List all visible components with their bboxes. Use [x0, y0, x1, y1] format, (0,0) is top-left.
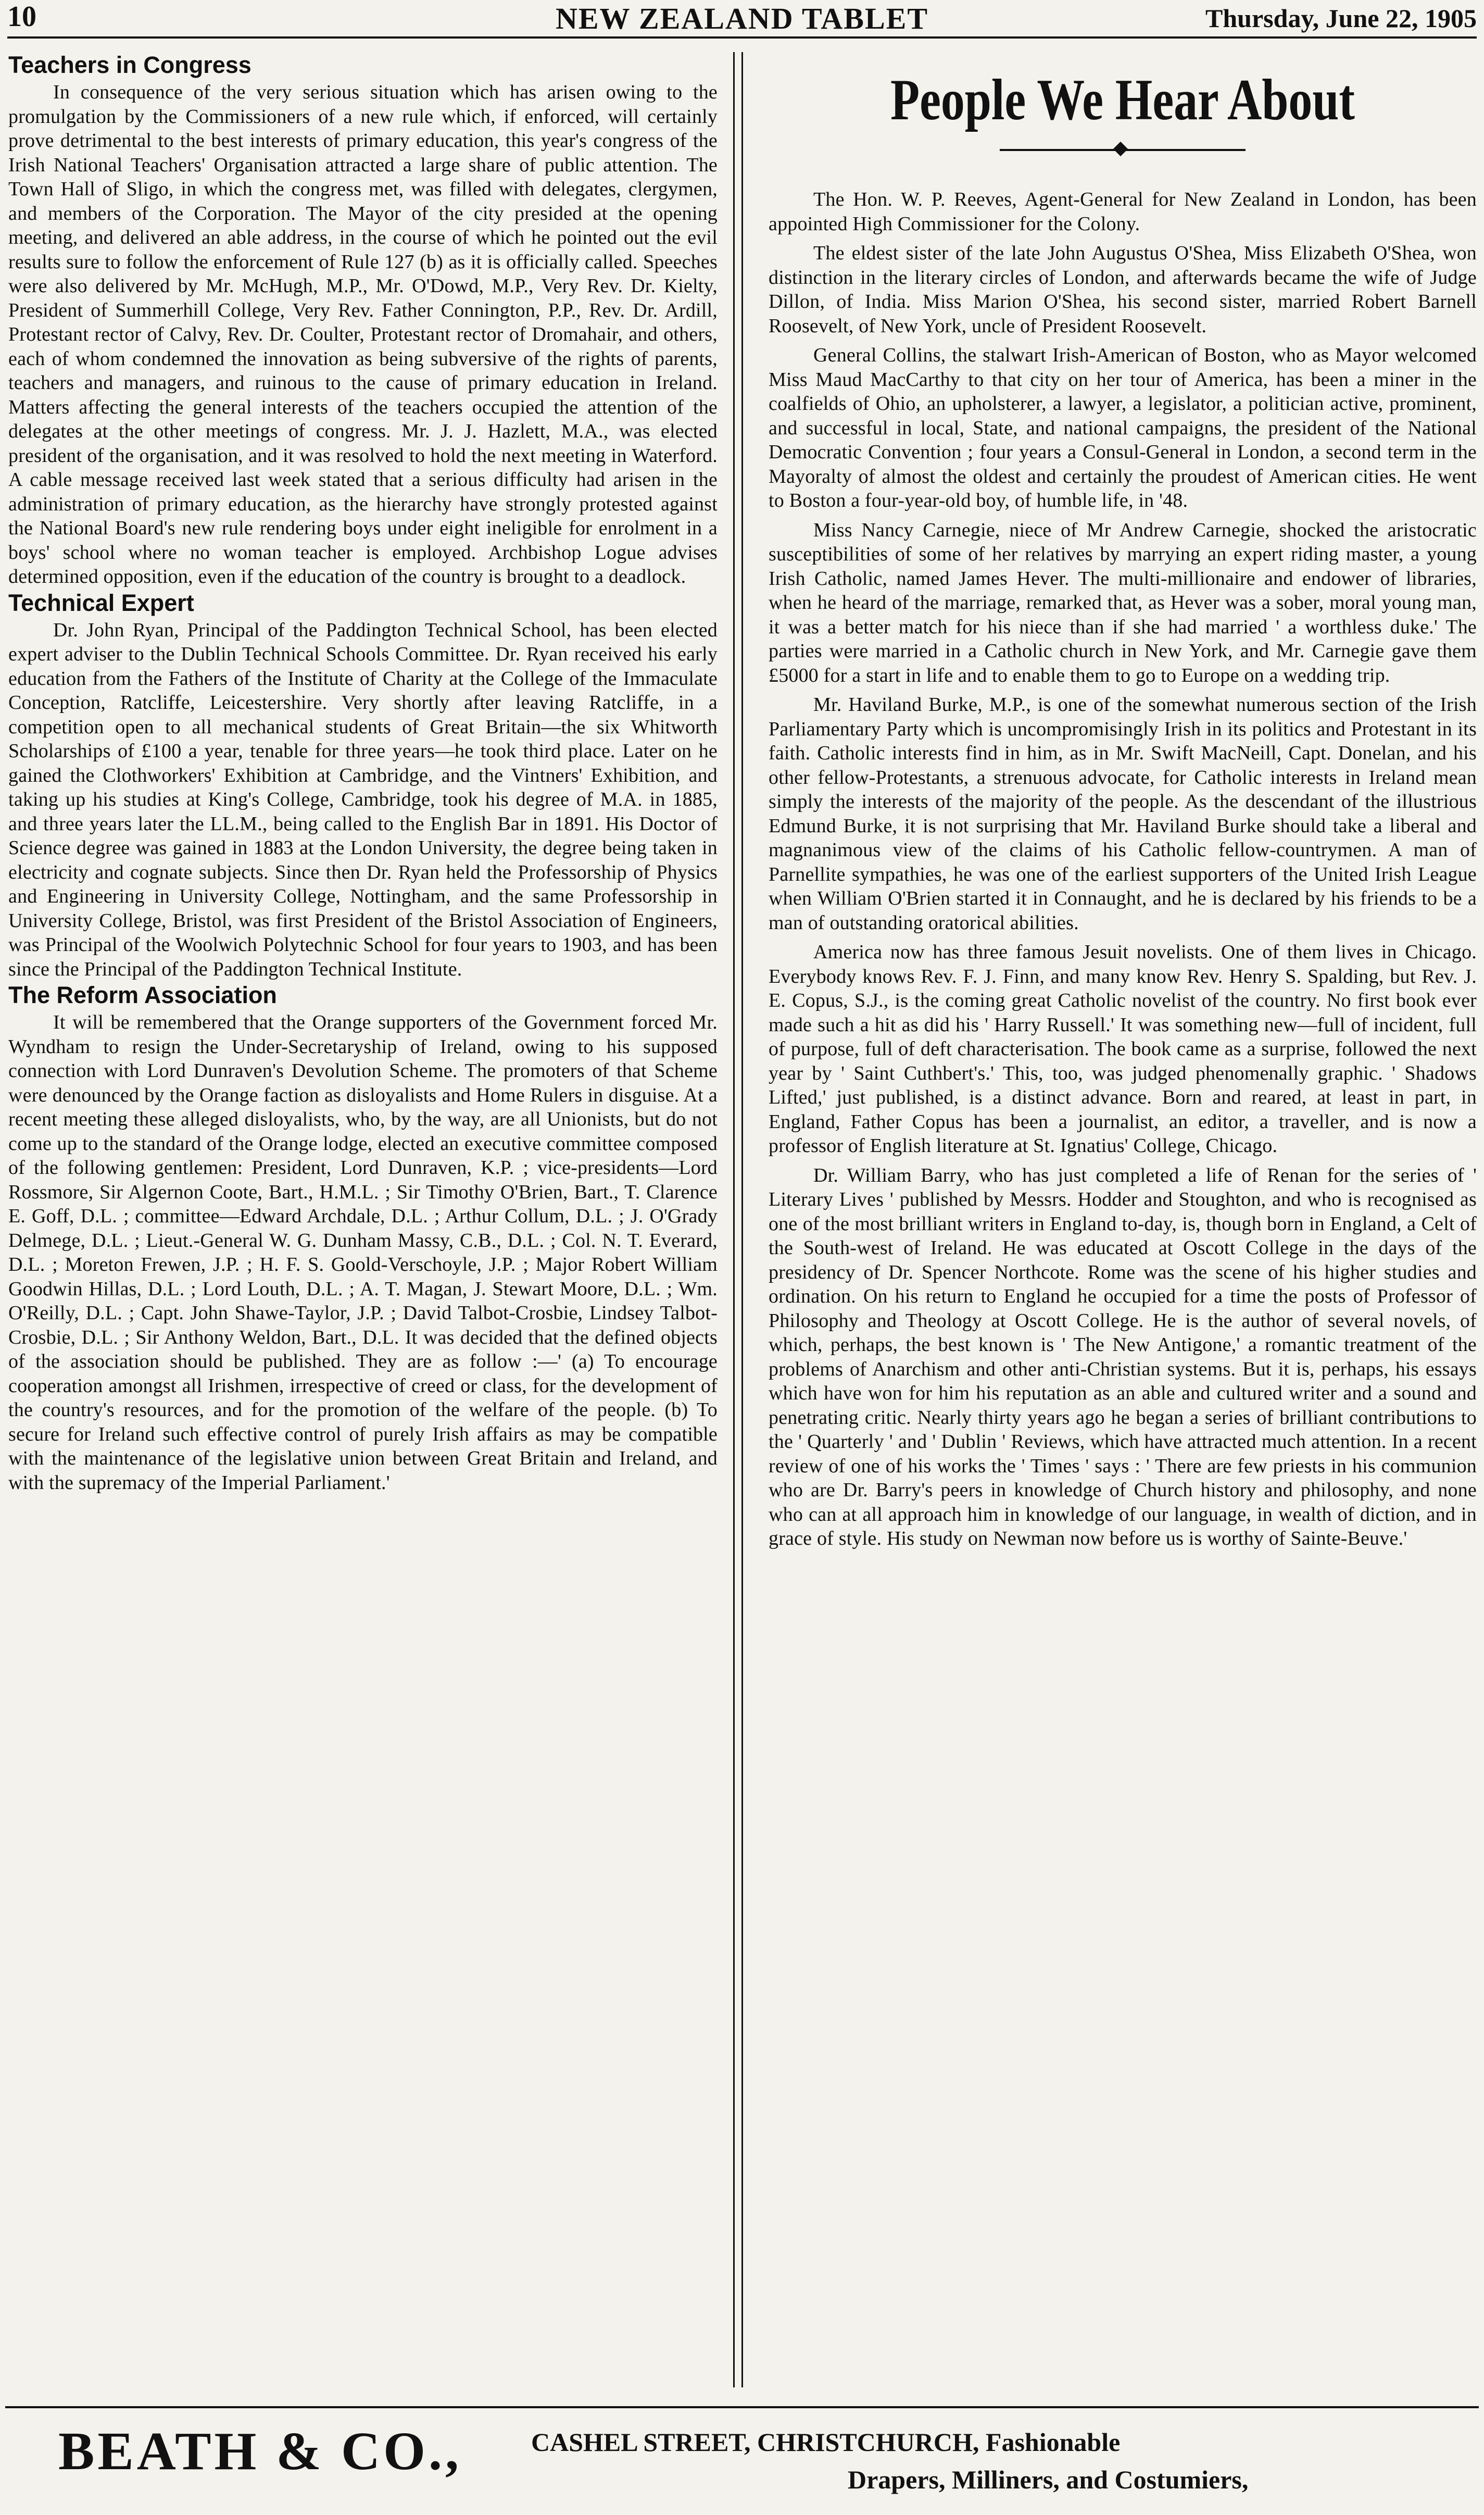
page-header [7, 0, 1477, 39]
right-column [769, 51, 1477, 2387]
footer-rule [5, 2406, 1479, 2408]
column-divider-left [733, 52, 735, 2387]
technical-paragraph: Dr. John Ryan, Principal of the Paddington Technical School, has been elected expert adviser to the Dublin Technical Schools Committee. Dr. Ryan received his early education from the Fathers of the Institute of Charity at the College of the Immaculate Conception, Ratcliffe, Leicestershire. Very shortly after leaving Ratcliffe, in a competition open to all mechanical students of Great Britain—the six Whitworth Scholarships of £100 a year, tenable for three years—he took third place. Later on he gained the Clothworkers' Exhibition at Cambridge, and the Vintners' Exhibition, and taking up his studies at King's College, Cambridge, took his degree of M.A. in 1885, and three years later the LL.M., being called to the English Bar in 1891. His Doctor of Science degree was gained in 1883 at the London University, the degree being taken in electricity and cognate subjects. Since then Dr. Ryan held the Professorship of Physics and Engineering in University College, Nottingham, and the same Professorship in University College, Bristol, was first President of the Bristol Association of Engineers, was Principal of the Woolwich Polytechnic School for four years to 1903, and has been since the Principal of the Paddington Technical Institute. [8, 619, 718, 980]
teachers-paragraph: In consequence of the very serious situation which has arisen owing to the promulgation by the Commissioners of a new rule which, if enforced, will certainly prove detrimental to the best interests of primary education, this year's congress of the Irish National Teachers' Organisation attracted a large share of public attention. The Town Hall of Sligo, in which the congress met, was filled with delegates, clergymen, and members of the Corporation. The Mayor of the city presided at the opening meeting, and delivered an able address, in the course of which he pointed out the evil results sure to follow the enforcement of Rule 127 (b) as it is officially called. Speeches were also delivered by Mr. McHugh, M.P., Mr. O'Dowd, M.P., Very Rev. Dr. Kielty, President of Summerhill College, Very Rev. Father Connington, P.P., Rev. Dr. Ardill, Protestant rector of Calvy, Rev. Dr. Coulter, Protestant rector of Dromahair, and others, each of whom condemned the innovation as being subversive of the rights of parents, teachers and managers, and ruinous to the cause of primary education in Ireland. Matters affecting the general interests of the teachers occupied the attention of the delegates at the other meetings of congress. Mr. J. J. Hazlett, M.A., was elected president of the organisation, and it was resolved to hold the next meeting in Waterford. A cable message received last week stated that a serious difficulty had arisen in the administration of primary education, as the hierarchy have strongly protested against the National Board's new rule rendering boys under eight ineligible for enrolment in a boys' school where no woman teacher is employed. Archbishop Logue advises determined opposition, even if the education of the country is brought to a deadlock. [8, 81, 718, 587]
advert-address: CASHEL STREET, CHRISTCHURCH, Fashionable [531, 2428, 1121, 2457]
left-column [8, 51, 718, 2387]
reform-heading: The Reform Association [8, 982, 277, 1008]
column-divider-right [741, 52, 743, 2387]
issue-date: Thursday, June 22, 1905 [1205, 4, 1477, 33]
advert-trades: Drapers, Milliners, and Costumiers, [848, 2465, 1249, 2494]
people-paragraph: Mr. Haviland Burke, M.P., is one of the somewhat numerous section of the Irish Parliamentary Party which is uncompromisingly Irish in its politics and Protestant in its faith. Catholic interests find in him, as in Mr. Swift MacNeill, Capt. Donelan, and his other fellow-Protestants, a strenuous advocate, for Catholic interests in Ireland mean simply the interests of the majority of the people. As the descendant of the illustrious Edmund Burke, it is not surprising that Mr. Haviland Burke should take a liberal and magnanimous view of the claims of his Catholic fellow-countrymen. A man of Parnellite sympathies, he was one of the earliest supporters of the United Irish League when William O'Brien started it in Connaught, and he is declared by his friends to be a man of outstanding oratorical abilities. [769, 694, 1477, 934]
diamond-icon [1113, 142, 1128, 156]
title-ornament [769, 136, 1477, 162]
people-paragraph: Dr. William Barry, who has just completed a life of Renan for the series of ' Literary Lives ' published by Messrs. Hodder and Stoughton, and who is recognised as one of the most brilliant writers in England to-day, is, though born in England, a Celt of the South-west of Ireland. He was educated at Oscott College in the days of the presidency of Dr. Spencer Northcote. Rome was the scene of his higher studies and ordination. On his return to England he occupied for a time the posts of Professor of Philosophy and Theology at Oscott College. He is the author of several novels, of which, perhaps, the best known is ' The New Antigone,' a romantic treatment of the problems of Anarchism and other anti-Christian systems. But it is, perhaps, his essays which have won for him his reputation as an able and cultured writer and a sound and penetrating critic. Nearly thirty years ago he began a series of brilliant contributions to the ' Quarterly ' and ' Dublin ' Reviews, which have attracted much attention. In a recent review of one of his works the ' Times ' says : ' There are few priests in his communion who are Dr. Barry's peers in knowledge of Church history and philosophy, and none who can at all approach him in knowledge of our language, in wealth of diction, and in grace of style. His study on Newman now before us is worthy of Sainte-Beuve.' [769, 1164, 1477, 1549]
feature-title: People We Hear About [890, 68, 1355, 132]
people-paragraph: The Hon. W. P. Reeves, Agent-General for New Zealand in London, has been appointed High Commissioner for the Colony. [769, 189, 1477, 235]
masthead: NEW ZEALAND TABLET [555, 2, 929, 35]
technical-heading: Technical Expert [8, 589, 194, 616]
advert-business-name: BEATH & CO., [58, 2421, 462, 2481]
reform-paragraph: It will be remembered that the Orange supporters of the Government forced Mr. Wyndham to resign the Under-Secretaryship of Ireland, owing to his supposed connection with Lord Dunraven's Devolution Scheme. The promoters of that Scheme were denounced by the Orange faction as disloyalists and Home Rulers in disguise. At a recent meeting these alleged disloyalists, who, by the way, are all Unionists, but do not come up to the standard of the Orange lodge, elected an executive committee composed of the following gentlemen: President, Lord Dunraven, K.P. ; vice-presidents—Lord Rossmore, Sir Algernon Coote, Bart., H.M.L. ; Sir Timothy O'Brien, Bart., T. Clarence E. Goff, D.L. ; committee—Edward Archdale, D.L. ; Arthur Collum, D.L. ; J. O'Grady Delmege, D.L. ; Lieut.-General W. G. Dunham Massy, C.B., D.L. ; Col. N. T. Everard, D.L. ; Moreton Frewen, J.P. ; H. F. S. Goold-Verschoyle, J.P. ; Major Robert William Goodwin Hillas, D.L. ; Lord Louth, D.L. ; A. T. Magan, J. Stewart Moore, D.L. ; Wm. O'Reilly, D.L. ; Capt. John Shawe-Taylor, J.P. ; David Talbot-Crosbie, Lindsey Talbot-Crosbie, D.L. ; Sir Anthony Weldon, Bart., D.L. It was decided that the defined objects of the association should be published. They are as follow :—' (a) To encourage cooperation amongst all Irishmen, irrespective of creed or class, for the development of the country's resources, and for the promotion of the welfare of the people. (b) To secure for Ireland such effective control of purely Irish affairs as may be compatible with the maintenance of the legislative union between Great Britain and Ireland, and with the supremacy of the Imperial Parliament.' [8, 1011, 718, 1494]
people-paragraph: General Collins, the stalwart Irish-American of Boston, who as Mayor welcomed Miss Maud MacCarthy to that city on her tour of America, has been a miner in the coalfields of Ohio, an upholsterer, a lawyer, a legislator, a politician active, prominent, and successful in local, State, and national campaigns, the president of the National Democratic Convention ; four years a Consul-General in London, a second term in the Mayoralty of almost the oldest and certainly the proudest of American cities. He went to Boston a four-year-old boy, of humble life, in '48. [769, 344, 1477, 511]
people-paragraph: The eldest sister of the late John Augustus O'Shea, Miss Elizabeth O'Shea, won distinction in the literary circles of London, and afterwards became the wife of Judge Dillon, of India. Miss Marion O'Shea, his second sister, married Robert Barnell Roosevelt, of New York, uncle of President Roosevelt. [769, 242, 1477, 337]
teachers-heading: Teachers in Congress [8, 52, 251, 78]
people-paragraph: Miss Nancy Carnegie, niece of Mr Andrew Carnegie, shocked the aristocratic susceptibilities of some of her relatives by marrying an expert riding master, a young Irish Catholic, named James Hever. The multi-millionaire and endower of libraries, when he heard of the marriage, remarked that, as Hever was a sober, moral young man, it was a better match for his niece than if she had married ' a worthless duke.' The parties were married in a Catholic church in New York, and Mr. Carnegie gave them £5000 for a start in life and to enable them to go to Europe on a wedding trip. [769, 519, 1477, 686]
page-number: 10 [7, 1, 36, 33]
people-paragraph: America now has three famous Jesuit novelists. One of them lives in Chicago. Everybody knows Rev. F. J. Finn, and many know Rev. Henry S. Spalding, but Rev. J. E. Copus, S.J., is the coming great Catholic novelist of the country. No first book ever made such a hit as did his ' Harry Russell.' It was something new—full of incident, full of purpose, full of deft characterisation. The book came as a surprise, followed the next year by ' Saint Cuthbert's.' This, too, was judged phenomenally graphic. ' Shadows Lifted,' just published, is a distinct advance. Born and reared, at least in part, in England, Father Copus has been a journalist, an editor, a traveller, and is now a professor of English literature at St. Ignatius' College, Chicago. [769, 941, 1477, 1157]
